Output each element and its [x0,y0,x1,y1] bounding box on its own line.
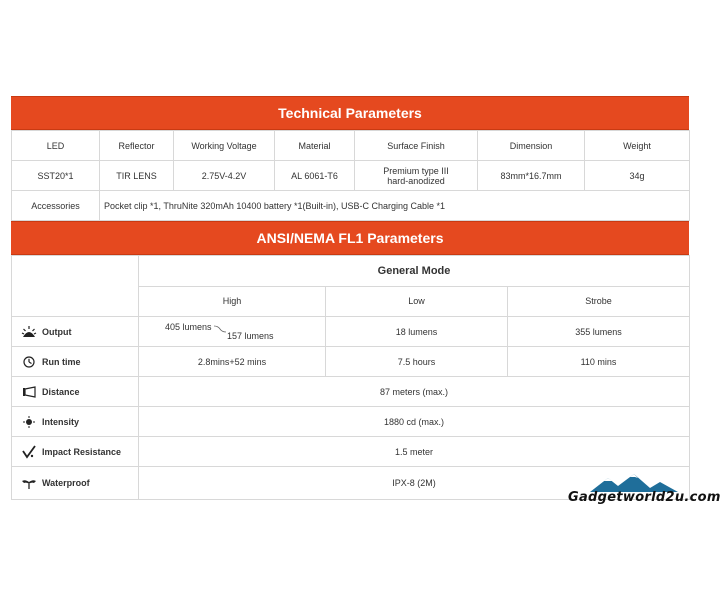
output-drop-curve-icon [214,325,226,333]
value-working-voltage: 2.75V-4.2V [174,161,275,191]
intensity-value: 1880 cd (max.) [139,407,690,437]
clock-icon [22,356,36,368]
header-surface-finish: Surface Finish [355,131,478,161]
output-strobe: 355 lumens [508,317,690,347]
output-high-values [157,321,307,341]
technical-parameters-banner [11,96,689,130]
output-high [139,317,326,347]
ansi-parameters-banner [11,221,689,255]
general-mode-row [12,256,690,287]
output-row [12,317,690,347]
accessories-row [12,191,690,221]
impact-row [12,437,690,467]
mode-high: High [139,286,326,317]
intensity-icon [22,416,36,428]
runtime-label-cell [12,347,139,377]
waterproof-value: IPX-8 (2M) [139,467,690,500]
accessories-value: Pocket clip *1, ThruNite 320mAh 10400 battery *1(Built-in), USB-C Charging Cable *1 [100,191,690,221]
runtime-row [12,347,690,377]
header-weight: Weight [585,131,690,161]
header-dimension: Dimension [478,131,585,161]
ansi-parameters-table [11,255,690,500]
value-weight: 34g [585,161,690,191]
mode-strobe: Strobe [508,286,690,317]
distance-value: 87 meters (max.) [139,377,690,407]
value-reflector: TIR LENS [100,161,174,191]
intensity-row [12,407,690,437]
distance-label-cell [12,377,139,407]
header-reflector: Reflector [100,131,174,161]
impact-label: Impact Resistance [42,446,122,457]
impact-resistance-icon [22,446,36,458]
tech-value-row [12,161,690,191]
runtime-high: 2.8mins+52 mins [139,347,326,377]
header-working-voltage: Working Voltage [174,131,275,161]
accessories-label: Accessories [12,191,100,221]
impact-label-cell [12,437,139,467]
mode-low: Low [326,286,508,317]
waterproof-icon [22,477,36,489]
value-led: SST20*1 [12,161,100,191]
value-material: AL 6061-T6 [275,161,355,191]
output-low: 18 lumens [326,317,508,347]
header-led: LED [12,131,100,161]
surface-finish-line2: hard-anodized [387,175,445,186]
empty-corner-cell [12,256,139,317]
technical-parameters-title: Technical Parameters [278,105,422,121]
impact-value: 1.5 meter [139,437,690,467]
runtime-strobe: 110 mins [508,347,690,377]
output-label-cell [12,317,139,347]
output-high-sustained: 157 lumens [227,330,274,341]
output-high-initial: 405 lumens [165,321,212,332]
ansi-parameters-title: ANSI/NEMA FL1 Parameters [256,230,444,246]
general-mode-title: General Mode [139,256,690,287]
value-dimension: 83mm*16.7mm [478,161,585,191]
tech-header-row [12,131,690,161]
intensity-label-cell [12,407,139,437]
distance-row [12,377,690,407]
value-surface-finish [355,161,478,191]
spec-sheet [11,96,689,500]
output-label: Output [42,326,72,337]
watermark-text: Gadgetworld2u.com [568,490,721,505]
waterproof-label-cell [12,467,139,500]
beam-distance-icon [22,386,36,398]
waterproof-label: Waterproof [42,478,90,488]
runtime-low: 7.5 hours [326,347,508,377]
intensity-label: Intensity [42,416,80,427]
output-icon [22,326,36,338]
header-material: Material [275,131,355,161]
technical-parameters-table [11,130,690,221]
surface-finish-line1: Premium type III [383,165,449,176]
watermark-logo [568,472,721,512]
distance-label: Distance [42,386,80,397]
runtime-label: Run time [42,356,81,367]
